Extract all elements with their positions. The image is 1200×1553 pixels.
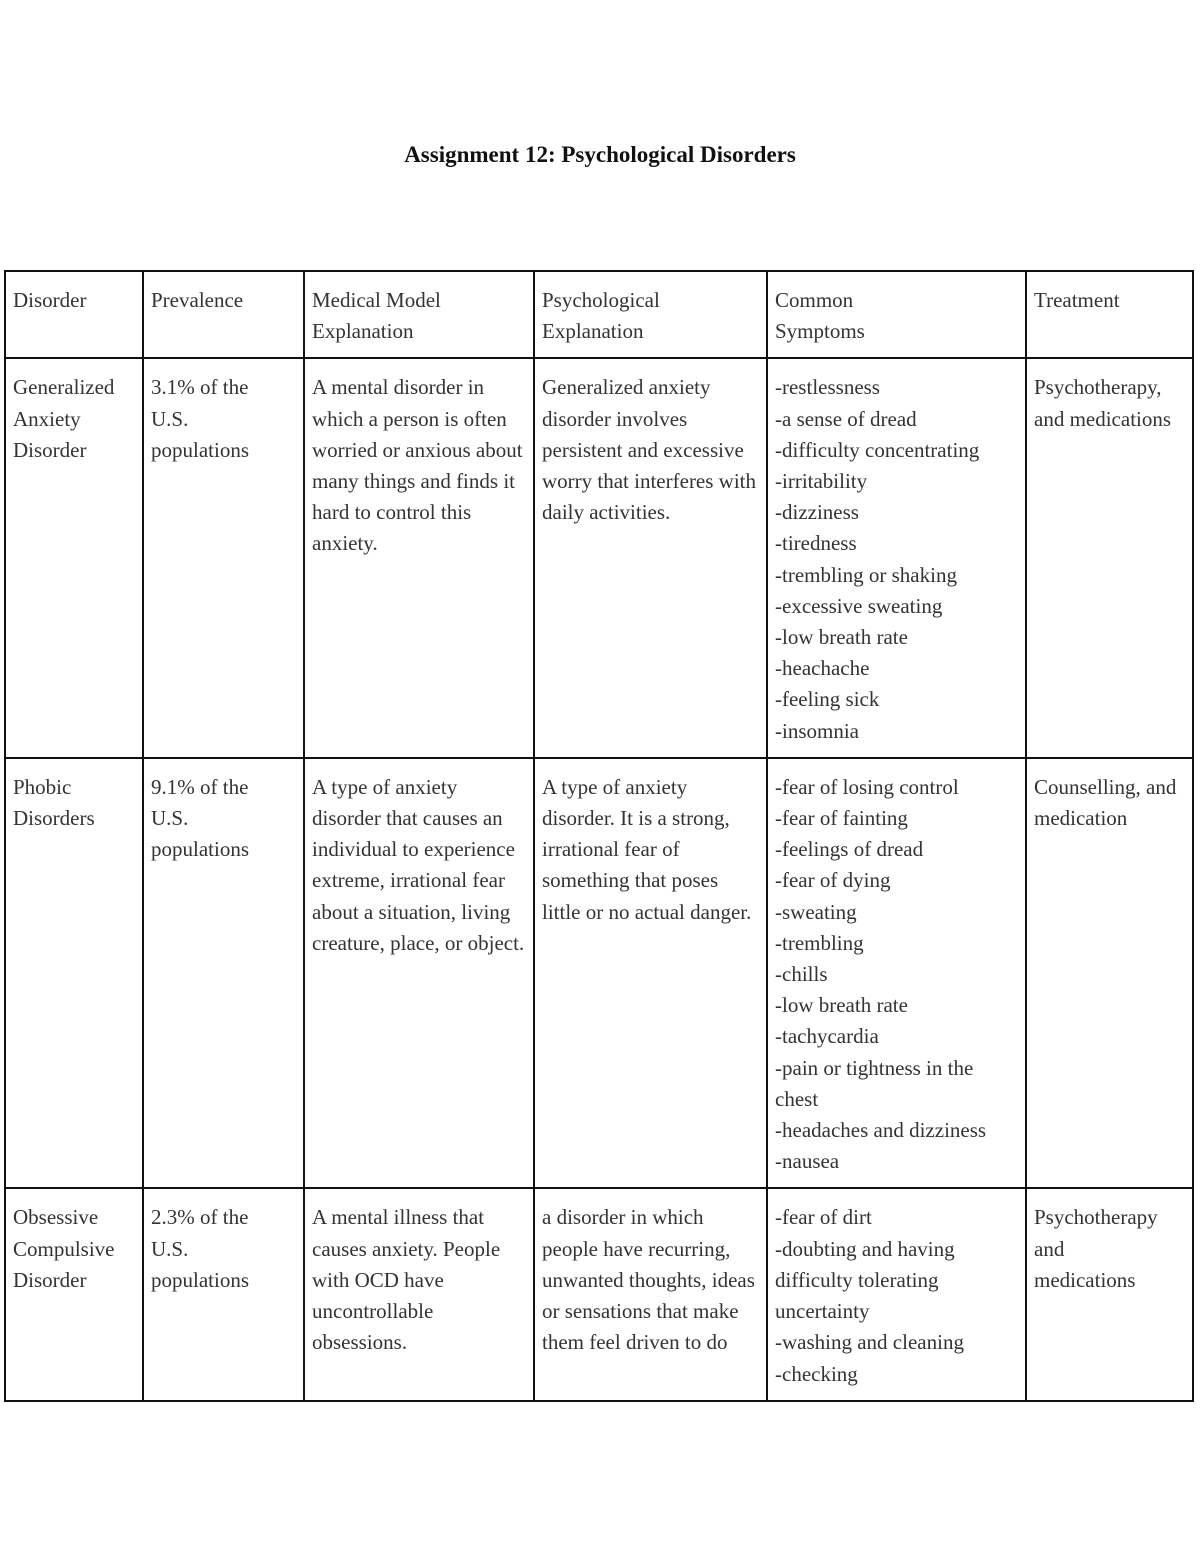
symptom-item: -headaches and dizziness (775, 1118, 987, 1143)
cell-symptoms (767, 758, 1026, 1189)
symptom-item: -low breath rate (775, 625, 908, 650)
cell-disorder: Generalized Anxiety Disorder (5, 358, 143, 757)
cell-medical-explanation: A mental illness that causes anxiety. People with OCD have uncontrollable obsessions. (304, 1188, 534, 1400)
cell-psychological-explanation: A type of anxiety disorder. It is a strong, irrational fear of something that poses little or no actual danger. (534, 758, 767, 1189)
table-row (5, 758, 1193, 1189)
cell-symptoms (767, 1188, 1026, 1400)
cell-medical-explanation: A mental disorder in which a person is often worried or anxious about many things and finds it hard to control this anxiety. (304, 358, 534, 757)
symptom-item: -nausea (775, 1149, 840, 1174)
symptom-item: -fear of losing control (775, 774, 959, 799)
cell-treatment: Psychotherapy and medications (1026, 1188, 1193, 1400)
disorders-table (4, 270, 1194, 1402)
header-cell-disorder: Disorder (5, 271, 143, 358)
header-cell-treatment: Treatment (1026, 271, 1193, 358)
cell-prevalence: 3.1% of the U.S. populations (143, 358, 304, 757)
symptom-item: -tachycardia (775, 1024, 879, 1049)
cell-psychological-explanation: a disorder in which people have recurring, unwanted thoughts, ideas or sensations that make them feel driven to do (534, 1188, 767, 1400)
cell-treatment: Counselling, and medication (1026, 758, 1193, 1189)
header-cell-prevalence: Prevalence (143, 271, 304, 358)
symptom-item: -difficulty concentrating (775, 437, 980, 462)
symptom-item: -excessive sweating (775, 593, 943, 618)
symptom-item: -chills (775, 962, 828, 987)
symptom-item: -restlessness (775, 375, 880, 400)
symptom-item: -checking (775, 1361, 858, 1386)
header-cell-medical-model: Medical Model Explanation (304, 271, 534, 358)
symptom-item: -trembling (775, 930, 864, 955)
symptom-item: -trembling or shaking (775, 562, 957, 587)
cell-psychological-explanation: Generalized anxiety disorder involves persistent and excessive worry that interferes with daily activities. (534, 358, 767, 757)
cell-disorder: Obsessive Compulsive Disorder (5, 1188, 143, 1400)
cell-prevalence: 2.3% of the U.S. populations (143, 1188, 304, 1400)
symptom-item: -fear of dirt (775, 1205, 872, 1230)
table-row (5, 1188, 1193, 1400)
document-title: Assignment 12: Psychological Disorders (404, 142, 796, 167)
cell-medical-explanation: A type of anxiety disorder that causes an individual to experience extreme, irrational fear about a situation, living creature, place, or object. (304, 758, 534, 1189)
symptom-item: -feeling sick (775, 687, 880, 712)
cell-treatment: Psychotherapy, and medications (1026, 358, 1193, 757)
symptom-item: -a sense of dread (775, 406, 917, 431)
symptom-item: -tiredness (775, 531, 857, 556)
symptom-item: -insomnia (775, 718, 859, 743)
symptom-item: -heachache (775, 656, 870, 681)
table-row (5, 358, 1193, 757)
symptom-item: -pain or tightness in the chest (775, 1055, 974, 1111)
symptom-item: -dizziness (775, 500, 859, 525)
symptom-item: -feelings of dread (775, 837, 924, 862)
symptom-item: -low breath rate (775, 993, 908, 1018)
symptom-item: -sweating (775, 899, 857, 924)
symptom-item: -fear of dying (775, 868, 891, 893)
table-header-row (5, 271, 1193, 358)
symptom-item: -washing and cleaning (775, 1330, 964, 1355)
cell-symptoms (767, 358, 1026, 757)
header-cell-symptoms: Common Symptoms (767, 271, 1026, 358)
header-cell-psychological: Psychological Explanation (534, 271, 767, 358)
symptom-item: -fear of fainting (775, 806, 908, 831)
cell-prevalence: 9.1% of the U.S. populations (143, 758, 304, 1189)
symptom-item: -irritability (775, 469, 868, 494)
cell-disorder: Phobic Disorders (5, 758, 143, 1189)
symptom-item: -doubting and having difficulty tolerating uncertainty (775, 1236, 955, 1324)
